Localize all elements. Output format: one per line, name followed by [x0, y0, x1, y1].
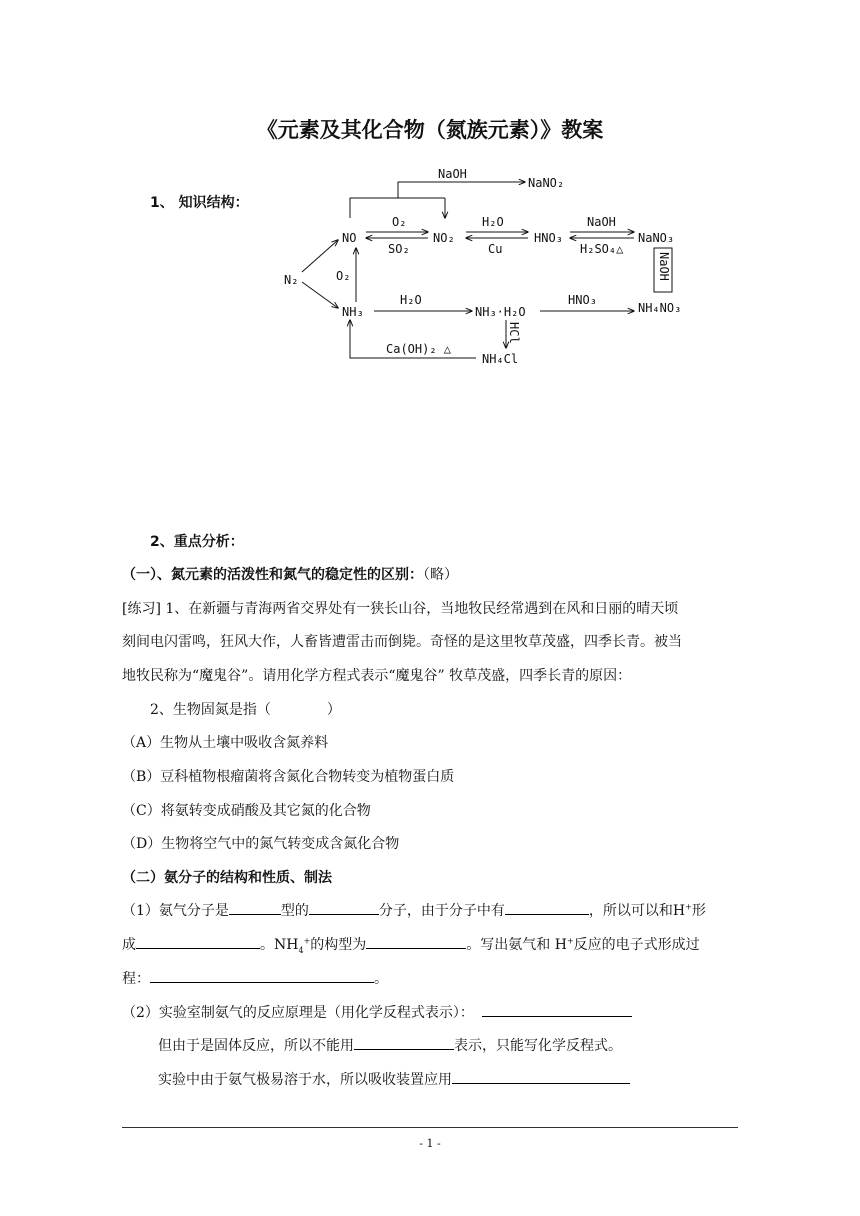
blank-3[interactable]: [505, 900, 589, 915]
node-hno3: HNO₃: [534, 231, 563, 245]
section-key-analysis: 2、重点分析：: [150, 534, 244, 550]
section-knowledge-structure: 1、 知识结构：: [150, 195, 249, 211]
label-h2o-upper: H₂O: [482, 215, 504, 229]
exercise-line-3: 地牧民称为“魔鬼谷”。请用化学方程式表示“魔鬼谷” 牧草茂盛，四季长青的原因：: [122, 668, 632, 684]
blank-2[interactable]: [309, 900, 379, 915]
exercise-line-2: 刻间电闪雷鸣，狂风大作，人畜皆遭雷击而倒毙。奇怪的是这里牧草茂盛，四季长青。被当: [122, 634, 682, 650]
option-c: （C）将氨转变成硝酸及其它氮的化合物: [122, 803, 371, 819]
part1-heading-text: （一）、氮元素的活泼性和氮气的稳定性的区别：: [122, 567, 423, 583]
blank-6[interactable]: [150, 968, 374, 983]
label-cu: Cu: [488, 242, 503, 256]
option-d: （D）生物将空气中的氮气转变成含氮化合物: [122, 836, 400, 852]
node-nh3: NH₃: [342, 305, 364, 319]
exercise-line-1: [练习] 1、在新疆与青海两省交界处有一狭长山谷，当地牧民经常遇到在风和日丽的晴天顷: [122, 601, 679, 617]
node-nano3: NaNO₃: [638, 231, 675, 245]
label-h2so4: H₂SO₄△: [580, 242, 624, 256]
blank-7[interactable]: [482, 1002, 632, 1017]
fill-line-5: 但由于是固体反应，所以不能用 表示，只能写化学反程式。: [158, 1035, 622, 1055]
label-o2-left: O₂: [336, 269, 351, 283]
nitrogen-diagram: [270, 160, 710, 370]
part2-heading: （二）氨分子的结构和性质、制法: [122, 870, 332, 886]
page-title: 《元素及其化合物（氮族元素）》教案: [256, 118, 604, 142]
fill-line-2: 成 。$NH_4^+$的构型为 。写出氨气和 H+反应的电子式形成过: [122, 934, 700, 955]
label-naoh-vertical: NaOH: [657, 252, 671, 281]
node-no: NO: [342, 231, 357, 245]
node-nh3-h2o: NH₃·H₂O: [475, 305, 526, 319]
node-nano2: NaNO₂: [528, 176, 565, 190]
node-nh4no3: NH₄NO₃: [638, 301, 682, 315]
page-number: - 1 -: [419, 1137, 441, 1150]
node-nh4cl: NH₄Cl: [482, 352, 519, 366]
node-no2: NO₂: [433, 231, 455, 245]
label-hno3: HNO₃: [568, 293, 597, 307]
node-n2: N₂: [284, 273, 299, 287]
label-caoh2: Ca(OH)₂ △: [386, 342, 452, 356]
part1-heading-suffix: （略）: [423, 567, 458, 583]
option-b: （B）豆科植物根瘤菌将含氮化合物转变为植物蛋白质: [122, 769, 455, 785]
label-hcl-vertical: HCl: [507, 322, 521, 344]
question-2: 2、生物固氮是指（ ）: [150, 702, 341, 718]
blank-9[interactable]: [452, 1069, 630, 1084]
label-naoh-top: NaOH: [438, 167, 467, 181]
fill-line-6: 实验中由于氨气极易溶于水，所以吸收装置应用: [158, 1069, 630, 1089]
blank-1[interactable]: [229, 900, 281, 915]
fill-line-1: （1）氨气分子是 型的 分子，由于分子中有 ，所以可以和H+形: [122, 900, 706, 920]
option-a: （A）生物从土壤中吸收含氮养料: [122, 735, 329, 751]
label-o2-upper: O₂: [392, 215, 407, 229]
footer-divider: [122, 1127, 738, 1128]
blank-5[interactable]: [366, 934, 466, 949]
fill-line-3: 程： 。: [122, 968, 388, 988]
part1-heading: [122, 564, 458, 584]
fill-line-4: （2）实验室制氨气的反应原理是（用化学反程式表示）：: [122, 1002, 632, 1022]
label-h2o-lower: H₂O: [400, 293, 422, 307]
label-naoh-mid: NaOH: [587, 215, 616, 229]
blank-4[interactable]: [136, 934, 260, 949]
blank-8[interactable]: [354, 1035, 454, 1050]
label-so2: SO₂: [388, 242, 410, 256]
